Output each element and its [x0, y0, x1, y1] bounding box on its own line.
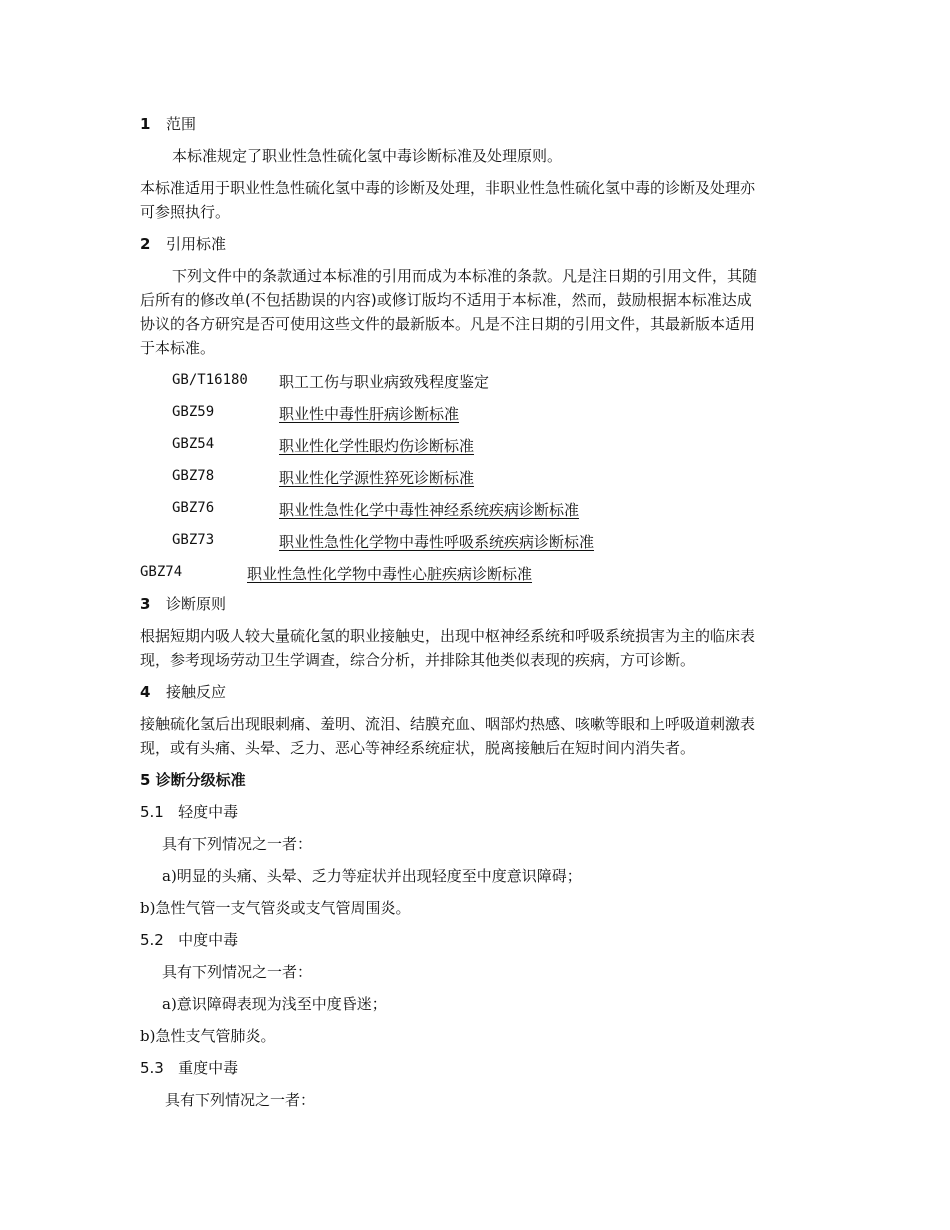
subsection-title: 重度中毒 — [178, 1059, 239, 1077]
reference-code: GBZ54 — [172, 436, 215, 452]
list-item: a)明显的头痛、头晕、乏力等症状并出现轻度至中度意识障碍； — [162, 867, 582, 885]
section-title: 接触反应 — [166, 683, 227, 701]
reference-code: GBZ78 — [172, 468, 215, 484]
paragraph-line: 后所有的修改单(不包括勘误的内容)或修订版均不适用于本标准，然而，鼓励根据本标准达成 — [140, 291, 752, 309]
paragraph-line: 可参照执行。 — [140, 203, 231, 221]
subsection-5-3-heading — [140, 1057, 238, 1079]
reference-link[interactable]: 职业性化学源性猝死诊断标准 — [279, 469, 475, 487]
paragraph-line: 根据短期内吸人较大量硫化氢的职业接触史，出现中枢神经系统和呼吸系统损害为主的临床表 — [140, 627, 756, 645]
reference-code: GBZ73 — [172, 532, 215, 548]
subsection-number: 5.2 — [140, 931, 164, 949]
section-number: 3 — [140, 595, 151, 613]
subsection-5-2-heading — [140, 929, 238, 951]
section-2-heading — [140, 233, 226, 255]
list-item: b)急性气管一支气管炎或支气管周围炎。 — [140, 899, 411, 917]
reference-link[interactable]: 职业性中毒性肝病诊断标准 — [279, 405, 460, 423]
reference-link[interactable]: 职业性急性化学中毒性神经系统疾病诊断标准 — [279, 501, 580, 519]
list-intro: 具有下列情况之一者： — [162, 835, 313, 853]
section-title: 范围 — [166, 115, 197, 133]
section-1-heading — [140, 113, 196, 135]
paragraph-line: 本标准规定了职业性急性硫化氢中毒诊断标准及处理原则。 — [172, 147, 563, 165]
paragraph-line: 协议的各方研究是否可使用这些文件的最新版本。凡是不注日期的引用文件，其最新版本适用 — [140, 315, 756, 333]
reference-link[interactable]: 职业性化学性眼灼伤诊断标准 — [279, 437, 475, 455]
paragraph-line: 下列文件中的条款通过本标准的引用而成为本标准的条款。凡是注日期的引用文件，其随 — [172, 267, 758, 285]
reference-code: GBZ59 — [172, 404, 215, 420]
reference-code: GB/T16180 — [172, 372, 248, 388]
section-number: 2 — [140, 235, 151, 253]
subsection-5-1-heading — [140, 801, 238, 823]
reference-link[interactable]: 职业性急性化学物中毒性呼吸系统疾病诊断标准 — [279, 533, 595, 551]
section-4-heading — [140, 681, 226, 703]
subsection-title: 中度中毒 — [178, 931, 239, 949]
list-intro: 具有下列情况之一者： — [162, 963, 313, 981]
paragraph-line: 接触硫化氢后出现眼刺痛、羞明、流泪、结膜充血、咽部灼热感、咳嗽等眼和上呼吸道刺激表 — [140, 715, 756, 733]
reference-link[interactable]: 职业性急性化学物中毒性心脏疾病诊断标准 — [247, 565, 533, 583]
section-number: 4 — [140, 683, 151, 701]
section-3-heading — [140, 593, 226, 615]
paragraph-line: 于本标准。 — [140, 339, 216, 357]
list-intro: 具有下列情况之一者： — [165, 1091, 316, 1109]
paragraph-line: 现，或有头痛、头晕、乏力、恶心等神经系统症状，脱离接触后在短时间内消失者。 — [140, 739, 696, 757]
section-title: 诊断原则 — [166, 595, 227, 613]
subsection-number: 5.1 — [140, 803, 164, 821]
subsection-number: 5.3 — [140, 1059, 164, 1077]
subsection-title: 轻度中毒 — [178, 803, 239, 821]
paragraph-line: 本标准适用于职业性急性硫化氢中毒的诊断及处理，非职业性急性硫化氢中毒的诊断及处理亦 — [140, 179, 756, 197]
section-5-heading: 5 诊断分级标准 — [140, 771, 246, 789]
list-item: b)急性支气管肺炎。 — [140, 1027, 276, 1045]
paragraph-line: 现，参考现场劳动卫生学调查，综合分析，并排除其他类似表现的疾病，方可诊断。 — [140, 651, 696, 669]
reference-code: GBZ76 — [172, 500, 215, 516]
section-title: 引用标准 — [166, 235, 227, 253]
list-item: a)意识障碍表现为浅至中度昏迷； — [162, 995, 387, 1013]
section-number: 1 — [140, 115, 151, 133]
reference-title: 职工工伤与职业病致残程度鉴定 — [279, 373, 490, 391]
reference-code: GBZ74 — [140, 564, 183, 580]
